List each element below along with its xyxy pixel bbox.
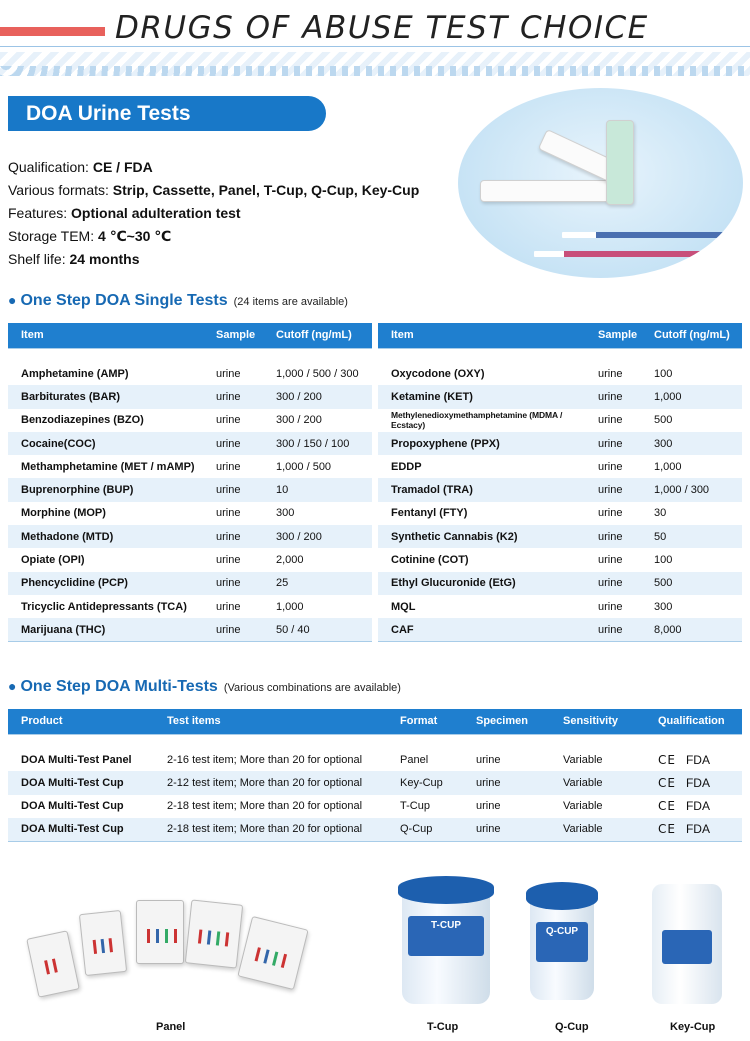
cutoff-cell: 300 / 150 / 100 <box>263 432 372 455</box>
ce-mark: CE <box>658 775 676 790</box>
table-row <box>378 595 742 618</box>
bullet-icon: ● <box>8 678 17 694</box>
product-photo <box>458 88 743 278</box>
fda-mark: FDA <box>685 752 710 767</box>
cutoff-cell: 1,000 <box>276 600 304 613</box>
table-row <box>378 455 742 478</box>
specimen-cell: urine <box>476 800 501 813</box>
table-row <box>8 795 742 818</box>
test-strip <box>534 251 734 257</box>
item-cell: Buprenorphine (BUP) <box>8 478 203 501</box>
qualification-cell <box>645 771 742 794</box>
product-cell: DOA Multi-Test Cup <box>8 818 154 841</box>
panel-card <box>185 899 243 968</box>
sample-cell: urine <box>585 385 641 408</box>
table-row <box>8 771 742 794</box>
qualification-cell <box>645 818 742 841</box>
table-row <box>378 409 742 432</box>
sample-cell: urine <box>203 478 263 501</box>
cutoff-cell: 10 <box>263 478 372 501</box>
test-cassette <box>606 120 634 205</box>
q-cup-image <box>526 882 598 1000</box>
sample-cell: urine <box>203 525 263 548</box>
format-cell: T-Cup <box>400 800 430 813</box>
sensitivity-cell: Variable <box>550 771 645 794</box>
table-row <box>8 385 372 408</box>
item-cell: Tramadol (TRA) <box>378 478 585 501</box>
table-spacer <box>8 348 372 362</box>
table-row <box>378 502 742 525</box>
sample-cell: urine <box>598 507 623 520</box>
sample-cell: urine <box>216 554 241 567</box>
t-cup-caption: T-Cup <box>427 1021 459 1033</box>
key-cup-image <box>652 878 722 1004</box>
table-row <box>8 455 372 478</box>
item-cell: Methadone (MTD) <box>8 525 203 548</box>
sample-cell: urine <box>598 554 623 567</box>
item-cell: Opiate (OPI) <box>21 554 85 567</box>
panel-caption: Panel <box>156 1021 186 1033</box>
cutoff-cell: 300 <box>276 507 295 520</box>
bullet-icon: ● <box>8 292 17 308</box>
table-row <box>378 548 742 571</box>
sample-cell: urine <box>598 414 623 427</box>
key-cup-label <box>662 930 712 964</box>
fda-mark: FDA <box>685 775 710 790</box>
cutoff-cell: 100 <box>654 367 673 380</box>
sample-cell: urine <box>585 572 641 595</box>
panel-card <box>237 916 308 990</box>
product-cell: DOA Multi-Test Cup <box>21 800 124 813</box>
test-cassette <box>480 180 610 202</box>
specimen-cell: urine <box>463 771 550 794</box>
t-cup-label: T-CUP <box>408 916 484 956</box>
table-row <box>8 572 372 595</box>
sample-cell: urine <box>216 367 241 380</box>
item-cell: Phencyclidine (PCP) <box>8 572 203 595</box>
table-header-row: Item Sample Cutoff (ng/mL) <box>8 323 372 348</box>
test-items-cell: 2-18 test item; More than 20 for optional <box>167 800 363 813</box>
table-row <box>8 502 372 525</box>
single-tests-table-left <box>8 323 372 642</box>
table-row <box>8 548 372 571</box>
cutoff-cell: 30 <box>654 507 667 520</box>
cutoff-cell: 500 <box>654 414 673 427</box>
sample-cell: urine <box>216 600 241 613</box>
table-row <box>8 362 372 385</box>
table-row <box>378 432 742 455</box>
table-row <box>378 525 742 548</box>
item-cell: Ketamine (KET) <box>378 385 585 408</box>
table-row <box>378 618 742 641</box>
sample-cell: urine <box>598 367 623 380</box>
formats-row: Various formats: Strip, Cassette, Panel, T-Cup, Q-Cup, Key-Cup <box>8 182 420 198</box>
single-tests-table-right <box>378 323 742 642</box>
section-banner: DOA Urine Tests <box>8 96 326 131</box>
multi-tests-heading: ● One Step DOA Multi-Tests (Various combinations are available) <box>8 678 401 695</box>
ce-mark: CE <box>658 752 676 767</box>
qualification-row: Qualification: CE / FDA <box>8 159 153 175</box>
table-row <box>378 385 742 408</box>
single-tests-heading: ● One Step DOA Single Tests (24 items are available) <box>8 292 348 309</box>
cutoff-cell: 50 <box>641 525 742 548</box>
table-row <box>378 572 742 595</box>
sample-cell: urine <box>216 414 241 427</box>
panel-card <box>79 910 127 976</box>
test-items-cell: 2-12 test item; More than 20 for optional <box>154 771 387 794</box>
item-cell: Cocaine(COC) <box>8 432 203 455</box>
table-header-row: Product Test items Format Specimen Sensitivity Qualification <box>8 709 742 734</box>
qualification-cell <box>645 795 742 818</box>
qualification-list <box>8 156 419 271</box>
format-cell: Key-Cup <box>387 771 463 794</box>
multi-tests-table <box>8 709 742 842</box>
test-strip <box>562 232 732 238</box>
item-cell: Amphetamine (AMP) <box>21 367 129 380</box>
q-cup-label: Q-CUP <box>536 922 588 962</box>
sample-cell: urine <box>585 618 641 641</box>
item-cell: Barbiturates (BAR) <box>8 385 203 408</box>
sample-cell: urine <box>203 618 263 641</box>
sample-cell: urine <box>598 600 623 613</box>
table-row <box>8 525 372 548</box>
header-accent-bar <box>0 27 105 36</box>
test-items-cell: 2-18 test item; More than 20 for optional <box>154 818 387 841</box>
table-row <box>8 432 372 455</box>
item-cell: Marijuana (THC) <box>8 618 203 641</box>
item-cell: Morphine (MOP) <box>21 507 106 520</box>
cutoff-cell: 100 <box>654 554 673 567</box>
sample-cell: urine <box>598 460 623 473</box>
item-cell: MQL <box>391 600 416 613</box>
item-cell: Oxycodone (OXY) <box>391 367 485 380</box>
storage-row: Storage TEM: 4 ℃~30 ℃ <box>8 228 172 244</box>
item-cell: CAF <box>378 618 585 641</box>
fda-mark: FDA <box>685 799 710 814</box>
item-cell: Cotinine (COT) <box>391 554 469 567</box>
header-decoration <box>0 52 750 76</box>
cutoff-cell: 25 <box>263 572 372 595</box>
table-row <box>8 748 742 771</box>
cutoff-cell: 300 / 200 <box>276 414 322 427</box>
table-header-row: Item Sample Cutoff (ng/mL) <box>378 323 742 348</box>
sample-cell: urine <box>203 572 263 595</box>
table-row <box>378 362 742 385</box>
sample-cell: urine <box>203 385 263 408</box>
sensitivity-cell: Variable <box>563 753 603 766</box>
specimen-cell: urine <box>463 818 550 841</box>
item-cell: Ethyl Glucuronide (EtG) <box>378 572 585 595</box>
header-divider <box>0 46 750 47</box>
specimen-cell: urine <box>476 753 501 766</box>
sample-cell: urine <box>203 432 263 455</box>
table-row <box>8 478 372 501</box>
page-header <box>0 0 750 80</box>
test-items-cell: 2-16 test item; More than 20 for optional <box>167 753 363 766</box>
item-cell: Methylenedioxymethamphetamine (MDMA / Ecstacy) <box>391 410 563 431</box>
sample-cell: urine <box>585 478 641 501</box>
sample-cell: urine <box>585 525 641 548</box>
panel-card <box>136 900 184 964</box>
product-cell: DOA Multi-Test Cup <box>8 771 154 794</box>
table-spacer <box>378 348 742 362</box>
cutoff-cell: 300 / 200 <box>263 385 372 408</box>
table-spacer <box>8 734 742 748</box>
format-cell: Q-Cup <box>387 818 463 841</box>
shelf-life-row: Shelf life: 24 months <box>8 251 140 267</box>
cutoff-cell: 1,000 / 300 <box>641 478 742 501</box>
features-row: Features: Optional adulteration test <box>8 205 241 221</box>
cutoff-cell: 1,000 / 500 <box>276 460 332 473</box>
key-cup-caption: Key-Cup <box>670 1021 716 1033</box>
cutoff-cell: 8,000 <box>641 618 742 641</box>
table-row <box>8 595 372 618</box>
fda-mark: FDA <box>685 822 710 837</box>
table-row <box>8 818 742 841</box>
page-title: DRUGS OF ABUSE TEST CHOICE <box>115 10 649 46</box>
table-row <box>8 618 372 641</box>
item-cell: Propoxyphene (PPX) <box>378 432 585 455</box>
sensitivity-cell: Variable <box>550 818 645 841</box>
table-row <box>8 409 372 432</box>
item-cell: Tricyclic Antidepressants (TCA) <box>21 600 187 613</box>
cutoff-cell: 1,000 <box>654 460 682 473</box>
table-row <box>378 478 742 501</box>
item-cell: Fentanyl (FTY) <box>391 507 468 520</box>
item-cell: Methamphetamine (MET / mAMP) <box>21 460 195 473</box>
cutoff-cell: 50 / 40 <box>263 618 372 641</box>
item-cell: Benzodiazepines (BZO) <box>21 414 144 427</box>
sample-cell: urine <box>216 460 241 473</box>
ce-mark: CE <box>658 822 676 837</box>
cutoff-cell: 1,000 <box>641 385 742 408</box>
item-cell: Synthetic Cannabis (K2) <box>378 525 585 548</box>
product-cell: DOA Multi-Test Panel <box>21 753 132 766</box>
cutoff-cell: 1,000 / 500 / 300 <box>276 367 359 380</box>
cutoff-cell: 300 / 200 <box>263 525 372 548</box>
cutoff-cell: 300 <box>641 432 742 455</box>
cutoff-cell: 500 <box>641 572 742 595</box>
qualification-cell <box>645 748 742 771</box>
sensitivity-cell: Variable <box>563 800 603 813</box>
panel-card <box>26 930 80 997</box>
q-cup-caption: Q-Cup <box>555 1021 589 1033</box>
sample-cell: urine <box>585 432 641 455</box>
cutoff-cell: 2,000 <box>276 554 304 567</box>
ce-mark: CE <box>658 799 676 814</box>
item-cell: EDDP <box>391 460 422 473</box>
sample-cell: urine <box>216 507 241 520</box>
format-cell: Panel <box>400 753 429 766</box>
cutoff-cell: 300 <box>654 600 673 613</box>
t-cup-image <box>398 876 494 1004</box>
